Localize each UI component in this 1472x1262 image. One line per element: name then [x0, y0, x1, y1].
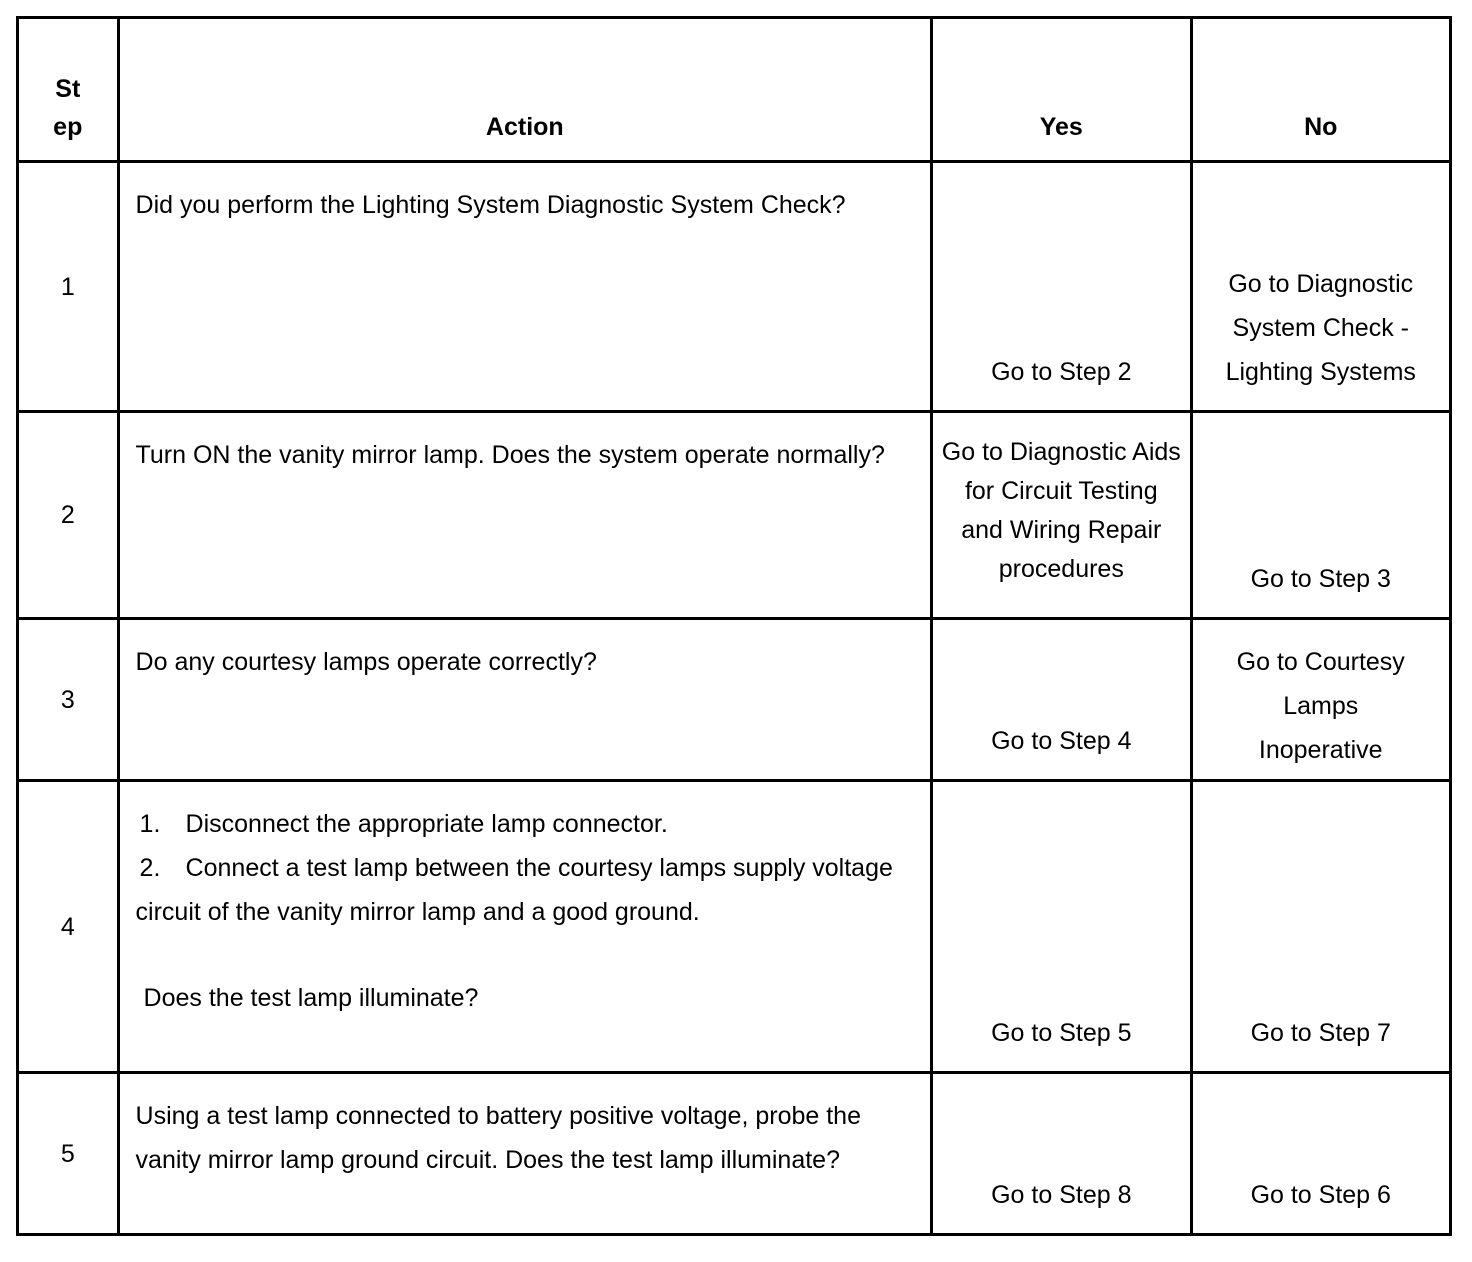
action-text: Turn ON the vanity mirror lamp. Does the system operate normally? — [118, 412, 932, 619]
yes-result: Go to Step 2 — [932, 162, 1191, 412]
step-number: 5 — [18, 1073, 119, 1235]
header-step: St ep — [18, 18, 119, 162]
header-no: No — [1191, 18, 1450, 162]
step-number: 4 — [18, 781, 119, 1073]
diagnostic-table — [16, 16, 1452, 1236]
header-action: Action — [118, 18, 932, 162]
header-row — [18, 18, 1451, 162]
action-text: Did you perform the Lighting System Diagnostic System Check? — [118, 162, 932, 412]
step-number: 3 — [18, 619, 119, 781]
list-item: 1. Disconnect the appropriate lamp connector. — [139, 810, 668, 838]
action-text: Using a test lamp connected to battery positive voltage, probe the vanity mirror lamp ground circuit. Does the test lamp illuminate? — [118, 1073, 932, 1235]
header-yes: Yes — [932, 18, 1191, 162]
step-number: 2 — [18, 412, 119, 619]
no-result: Go to Courtesy Lamps Inoperative — [1191, 619, 1450, 781]
yes-result: Go to Step 8 — [932, 1073, 1191, 1235]
no-result: Go to Step 6 — [1191, 1073, 1450, 1235]
action-question: Does the test lamp illuminate? — [143, 984, 479, 1012]
yes-result: Go to Step 4 — [932, 619, 1191, 781]
list-item: 2. Connect a test lamp between the courtesy lamps supply voltage circuit of the vanity mirror lamp and a good ground. — [135, 854, 893, 926]
table-row — [18, 619, 1451, 781]
yes-result: Go to Step 5 — [932, 781, 1191, 1073]
yes-result: Go to Diagnostic Aids for Circuit Testing and Wiring Repair procedures — [932, 412, 1191, 619]
step-number: 1 — [18, 162, 119, 412]
action-text — [118, 781, 932, 1073]
no-result: Go to Step 7 — [1191, 781, 1450, 1073]
no-result: Go to Step 3 — [1191, 412, 1450, 619]
action-text: Do any courtesy lamps operate correctly? — [118, 619, 932, 781]
table-row — [18, 412, 1451, 619]
table-row — [18, 162, 1451, 412]
no-result: Go to Diagnostic System Check - Lighting Systems — [1191, 162, 1450, 412]
table-row — [18, 1073, 1451, 1235]
table-row — [18, 781, 1451, 1073]
